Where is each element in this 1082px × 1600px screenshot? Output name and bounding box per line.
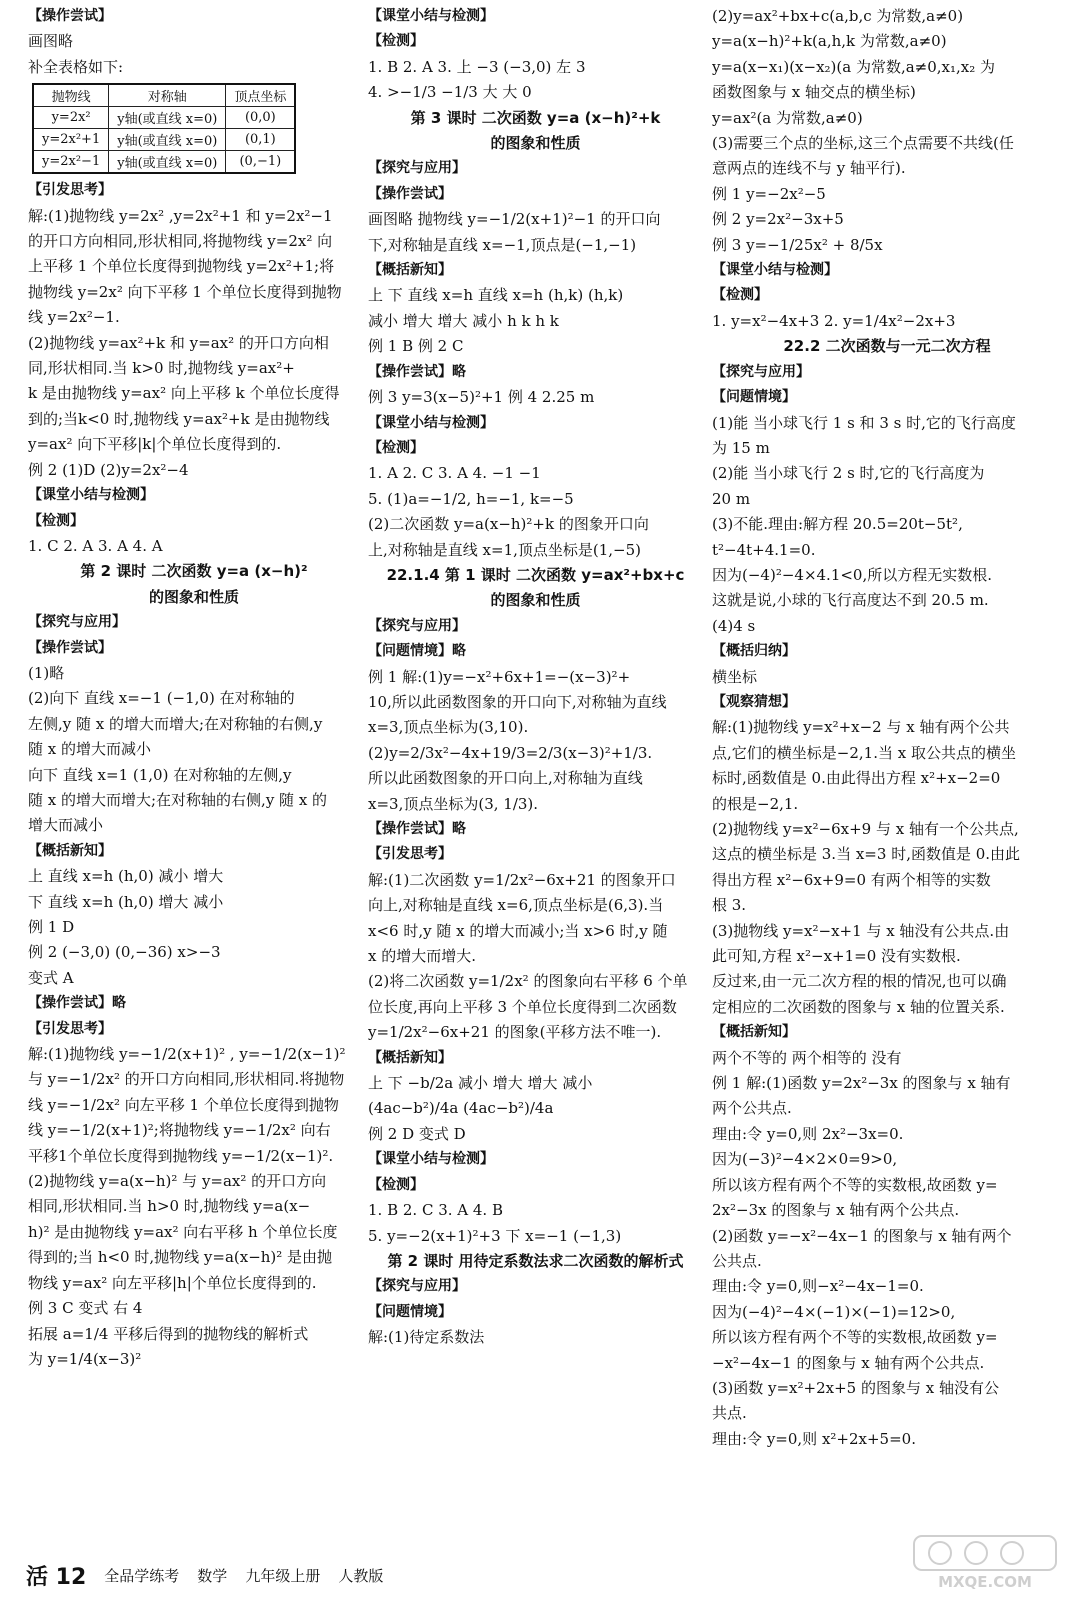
section-heading: 【引发思考】: [368, 846, 452, 863]
text-line: 得到的;当 h<0 时,抛物线 y=a(x−h)² 是由抛: [28, 1248, 333, 1267]
text-line: 2x²−3x 的图象与 x 轴有两个公共点.: [712, 1201, 960, 1220]
text-line: (2)y=ax²+bx+c(a,b,c 为常数,a≠0): [712, 7, 964, 25]
text-line: y=ax² 向下平移|k|个单位长度得到的.: [28, 435, 282, 454]
text-line: 得出方程 x²−6x+9=0 有两个相等的实数: [712, 870, 991, 889]
text-line: 标时,函数值是 0.由此得出方程 x²+x−2=0: [712, 769, 1001, 788]
text-line: 理由:令 y=0,则 2x²−3x=0.: [712, 1124, 904, 1143]
text-line: 例 1 y=−2x²−5: [712, 184, 826, 203]
text-line: 理由:令 y=0,则−x²−4x−1=0.: [712, 1277, 924, 1296]
text-line: 例 1 解:(1)y=−x²+6x+1=−(x−3)²+: [368, 667, 631, 686]
text-line: 理由:令 y=0,则 x²+2x+5=0.: [712, 1429, 916, 1448]
text-line: 下,对称轴是直线 x=−1,顶点是(−1,−1): [368, 235, 637, 254]
section-heading: 【操作尝试】: [28, 639, 112, 656]
section-heading: 【课堂小结与检测】: [28, 487, 154, 504]
lesson-title: 第 2 课时 用待定系数法求二次函数的解析式: [387, 1251, 684, 1270]
text-line: 1. B 2. A 3. 上 −3 (−3,0) 左 3: [368, 57, 586, 76]
text-line: 下 直线 x=h (h,0) 增大 减小: [28, 892, 224, 911]
section-heading: 【检测】: [368, 33, 424, 50]
text-line: 左侧,y 随 x 的增大而增大;在对称轴的右侧,y: [28, 714, 323, 733]
section-heading: 【问题情境】略: [368, 643, 466, 660]
section-heading: 【观察猜想】: [712, 693, 796, 710]
section-heading: 【检测】: [712, 287, 768, 304]
section-heading: 【课堂小结与检测】: [368, 414, 494, 431]
section-heading: 【课堂小结与检测】: [712, 262, 838, 279]
text-line: 上 下 直线 x=h 直线 x=h (h,k) (h,k): [368, 286, 624, 305]
text-line: 减小 增大 增大 减小 h k h k: [368, 311, 559, 330]
lesson-title: 第 2 课时 二次函数 y=a (x−h)²: [80, 562, 308, 581]
text-line: 位长度,再向上平移 3 个单位长度得到二次函数: [368, 997, 677, 1016]
text-line: 1. y=x²−4x+3 2. y=1/4x²−2x+3: [712, 311, 956, 330]
section-heading: 【概括新知】: [368, 262, 452, 279]
text-line: 到的;当k<0 时,抛物线 y=ax²+k 是由抛物线: [28, 409, 330, 428]
text-line: (1)略: [28, 663, 65, 682]
grade-label: 九年级上册: [245, 1566, 321, 1585]
text-line: 因为(−4)²−4×(−1)×(−1)=12>0,: [712, 1302, 956, 1321]
text-line: 例 1 B 例 2 C: [368, 337, 464, 356]
text-line: (2)能 当小球飞行 2 s 时,它的飞行高度为: [712, 464, 985, 483]
text-line: 解:(1)抛物线 y=x²+x−2 与 x 轴有两个公共: [712, 718, 1010, 737]
text-line: 增大而减小: [28, 816, 104, 835]
text-line: 例 3 C 变式 右 4: [28, 1299, 143, 1318]
page-number: 活 12: [26, 1564, 87, 1590]
book-title: 全品学练考: [104, 1566, 180, 1585]
text-line: 随 x 的增大而减小: [28, 740, 151, 759]
text-line: 根 3.: [712, 896, 747, 915]
text-line: 反过来,由一元二次方程的根的情况,也可以确: [712, 972, 1007, 991]
text-line: t²−4t+4.1=0.: [712, 540, 816, 559]
section-heading: 【检测】: [28, 512, 84, 529]
text-line: x=3,顶点坐标为(3,10).: [368, 718, 529, 737]
text-line: 点,它们的横坐标是−2,1.当 x 取公共点的横坐: [712, 743, 1016, 762]
lesson-title: 的图象和性质: [148, 587, 239, 606]
section-heading: 【操作尝试】略: [28, 995, 126, 1012]
table-cell: (0,0): [226, 107, 296, 129]
text-line: 上平移 1 个单位长度得到抛物线 y=2x²+1;将: [28, 257, 335, 276]
text-line: 函数图象与 x 轴交点的横坐标): [712, 83, 916, 102]
section-heading: 【检测】: [368, 439, 424, 456]
text-line: 解:(1)抛物线 y=2x² ,y=2x²+1 和 y=2x²−1: [28, 206, 333, 225]
text-line: 公共点.: [712, 1251, 762, 1270]
text-line: 线 y=−1/2(x+1)²;将抛物线 y=−1/2x² 向右: [28, 1121, 331, 1140]
text-line: 例 1 D: [28, 918, 75, 936]
text-line: 向上,对称轴是直线 x=6,顶点坐标是(6,3).当: [368, 896, 664, 915]
text-line: (2)二次函数 y=a(x−h)²+k 的图象开口向: [368, 515, 649, 534]
text-line: 横坐标: [712, 667, 758, 686]
text-line: 向下 直线 x=1 (1,0) 在对称轴的左侧,y: [28, 765, 292, 784]
subject-label: 数学: [197, 1566, 228, 1585]
section-heading: 【操作尝试】: [368, 185, 452, 202]
section-heading: 【操作尝试】略: [368, 363, 466, 380]
text-line: (2)将二次函数 y=1/2x² 的图象向右平移 6 个单: [368, 972, 688, 991]
text-line: 线 y=−1/2x² 向左平移 1 个单位长度得到抛物: [28, 1095, 339, 1114]
watermark-logo: [910, 1532, 1060, 1592]
text-line: k 是由抛物线 y=ax² 向上平移 k 个单位长度得: [28, 384, 340, 403]
text-line: (3)不能.理由:解方程 20.5=20t−5t²,: [712, 515, 963, 534]
table-header-row: [33, 84, 295, 107]
table-cell: y轴(或直线 x=0): [109, 107, 226, 129]
section-heading: 【探究与应用】: [368, 160, 466, 177]
column-3: [712, 4, 1062, 1550]
text-line: (2)抛物线 y=x²−6x+9 与 x 轴有一个公共点,: [712, 820, 1019, 838]
text-line: (2)函数 y=−x²−4x−1 的图象与 x 轴有两个: [712, 1226, 1012, 1245]
text-line: 同,形状相同.当 k>0 时,抛物线 y=ax²+: [28, 359, 295, 378]
text-line: 随 x 的增大而增大;在对称轴的右侧,y 随 x 的: [28, 790, 328, 809]
text-line: 因为(−4)²−4×4.1<0,所以方程无实数根.: [712, 565, 993, 584]
lesson-title: 的图象和性质: [490, 134, 581, 153]
text-line: 抛物线 y=2x² 向下平移 1 个单位长度得到抛物: [28, 282, 342, 301]
text-line: 所以该方程有两个不等的实数根,故函数 y=: [712, 1328, 998, 1347]
section-heading: 【探究与应用】: [28, 614, 126, 631]
text-line: 与 y=−1/2x² 的开口方向相同,形状相同.将抛物: [28, 1070, 345, 1089]
text-line: 例 3 y=3(x−5)²+1 例 4 2.25 m: [368, 388, 595, 407]
section-heading: 【探究与应用】: [368, 617, 466, 634]
text-line: 这就是说,小球的飞行高度达不到 20.5 m.: [712, 591, 989, 610]
lesson-title: 第 3 课时 二次函数 y=a (x−h)²+k: [410, 108, 661, 127]
table-cell: y轴(或直线 x=0): [109, 151, 226, 174]
text-line: 解:(1)待定系数法: [368, 1328, 485, 1347]
text-line: (4)4 s: [712, 616, 756, 635]
text-line: 所以此函数图象的开口向上,对称轴为直线: [368, 769, 643, 788]
text-line: 上 下 −b/2a 减小 增大 增大 减小: [368, 1074, 593, 1093]
text-line: 定相应的二次函数的图象与 x 轴的位置关系.: [712, 997, 1005, 1016]
text-line: y=1/2x²−6x+21 的图象(平移方法不唯一).: [368, 1023, 662, 1042]
text-line: (1)能 当小球飞行 1 s 和 3 s 时,它的飞行高度: [712, 413, 1016, 432]
section-heading: 【操作尝试】: [28, 8, 112, 24]
section-heading: 【检测】: [368, 1176, 424, 1193]
section-heading: 【探究与应用】: [368, 1278, 466, 1295]
watermark-text: MXQE.COM: [938, 1573, 1032, 1591]
text-line: 上 直线 x=h (h,0) 减小 增大: [28, 867, 224, 886]
section-heading: 【概括归纳】: [712, 643, 796, 660]
text-line: y=a(x−h)²+k(a,h,k 为常数,a≠0): [712, 32, 947, 51]
section-heading: 【探究与应用】: [712, 363, 810, 380]
section-heading: 【概括新知】: [368, 1049, 452, 1066]
text-line: 例 2 D 变式 D: [368, 1124, 466, 1143]
page-footer: [26, 1560, 383, 1590]
text-line: 解:(1)二次函数 y=1/2x²−6x+21 的图象开口: [368, 870, 676, 889]
table-cell: (0,−1): [226, 151, 296, 174]
column-2: [368, 4, 703, 1550]
text-line: (2)y=2/3x²−4x+19/3=2/3(x−3)²+1/3.: [368, 743, 653, 762]
text-line: h)² 是由抛物线 y=ax² 向右平移 h 个单位长度: [28, 1222, 338, 1241]
table-cell: (0,1): [226, 129, 296, 151]
text-line: 共点.: [712, 1404, 747, 1423]
text-line: 的根是−2,1.: [712, 794, 799, 813]
text-line: 例 2 (−3,0) (0,−36) x>−3: [28, 943, 221, 962]
text-line: (2)向下 直线 x=−1 (−1,0) 在对称轴的: [28, 689, 295, 708]
text-line: 1. C 2. A 3. A 4. A: [28, 536, 163, 555]
text-line: 1. A 2. C 3. A 4. −1 −1: [368, 464, 541, 483]
text-line: (3)需要三个点的坐标,这三个点需要不共线(任: [712, 134, 1014, 153]
text-line: 20 m: [712, 489, 751, 508]
text-line: 变式 A: [28, 968, 74, 987]
text-line: 因为(−3)²−4×2×0=9>0,: [712, 1150, 898, 1169]
table-header-cell: 顶点坐标: [226, 84, 296, 107]
lesson-title: 的图象和性质: [490, 591, 581, 610]
section-heading: 【概括新知】: [28, 842, 112, 859]
table-cell: y轴(或直线 x=0): [109, 129, 226, 151]
text-line: x<6 时,y 随 x 的增大而减小;当 x>6 时,y 随: [368, 921, 668, 940]
table-cell: y=2x²+1: [33, 129, 109, 151]
section-heading: 【引发思考】: [28, 1020, 112, 1037]
section-heading: 【课堂小结与检测】: [368, 1151, 494, 1168]
text-line: 画图略: [28, 32, 74, 51]
text-line: 5. (1)a=−1/2, h=−1, k=−5: [368, 489, 574, 508]
text-line: x 的增大而增大.: [368, 947, 476, 966]
table-cell: y=2x²: [33, 107, 109, 129]
section-heading: 【问题情境】: [368, 1303, 452, 1320]
table-cell: y=2x²−1: [33, 151, 109, 174]
text-line: (2)抛物线 y=a(x−h)² 与 y=ax² 的开口方向: [28, 1172, 327, 1191]
text-line: 10,所以此函数图象的开口向下,对称轴为直线: [368, 692, 667, 711]
text-line: (3)抛物线 y=x²−x+1 与 x 轴没有公共点.由: [712, 921, 1010, 940]
section-heading: 【问题情境】: [712, 389, 796, 406]
text-line: 例 2 (1)D (2)y=2x²−4: [28, 460, 189, 479]
text-line: 5. y=−2(x+1)²+3 下 x=−1 (−1,3): [368, 1226, 622, 1245]
text-line: 这点的横坐标是 3.当 x=3 时,函数值是 0.由此: [712, 845, 1021, 864]
text-line: (3)函数 y=x²+2x+5 的图象与 x 轴没有公: [712, 1378, 999, 1397]
text-line: 相同,形状相同.当 h>0 时,抛物线 y=a(x−: [28, 1197, 311, 1216]
text-line: 此可知,方程 x²−x+1=0 没有实数根.: [712, 947, 961, 966]
text-line: y=ax²(a 为常数,a≠0): [712, 108, 863, 127]
lesson-title: 22.1.4 第 1 课时 二次函数 y=ax²+bx+c: [386, 565, 685, 584]
text-line: (2)抛物线 y=ax²+k 和 y=ax² 的开口方向相: [28, 333, 329, 352]
text-line: 为 y=1/4(x−3)²: [28, 1349, 142, 1368]
lesson-title: 22.2 二次函数与一元二次方程: [783, 337, 991, 356]
column-1: [28, 4, 360, 1550]
section-heading: 【课堂小结与检测】: [368, 8, 494, 24]
text-line: 物线 y=ax² 向左平移|h|个单位长度得到的.: [28, 1273, 317, 1292]
text-line: y=a(x−x₁)(x−x₂)(a 为常数,a≠0,x₁,x₂ 为: [712, 57, 996, 76]
edition-label: 人教版: [338, 1566, 384, 1585]
text-line: 平移1个单位长度得到抛物线 y=−1/2(x−1)².: [28, 1146, 334, 1165]
text-line: 线 y=2x²−1.: [28, 308, 120, 327]
text-line: 两个公共点.: [712, 1099, 792, 1118]
table-header-cell: 抛物线: [33, 84, 109, 107]
text-line: 拓展 a=1/4 平移后得到的抛物线的解析式: [28, 1324, 309, 1343]
text-line: x=3,顶点坐标为(3, 1/3).: [368, 794, 539, 813]
text-line: 意两点的连线不与 y 轴平行).: [712, 159, 906, 178]
text-line: 补全表格如下:: [28, 57, 124, 76]
text-line: 所以该方程有两个不等的实数根,故函数 y=: [712, 1175, 998, 1194]
table-row: [33, 151, 295, 174]
section-heading: 【引发思考】: [28, 182, 112, 199]
table-row: [33, 107, 295, 129]
text-line: 画图略 抛物线 y=−1/2(x+1)²−1 的开口向: [368, 210, 661, 229]
text-line: 两个不等的 两个相等的 没有: [712, 1048, 902, 1067]
text-line: (4ac−b²)/4a (4ac−b²)/4a: [368, 1099, 554, 1118]
text-line: 4. >−1/3 −1/3 大 大 0: [368, 83, 532, 102]
text-line: 1. B 2. C 3. A 4. B: [368, 1201, 503, 1220]
text-line: 例 3 y=−1/25x² + 8/5x: [712, 235, 883, 254]
text-line: −x²−4x−1 的图象与 x 轴有两个公共点.: [712, 1353, 985, 1372]
section-heading: 【概括新知】: [712, 1024, 796, 1041]
text-line: 的开口方向相同,形状相同,将抛物线 y=2x² 向: [28, 232, 333, 251]
text-line: 解:(1)抛物线 y=−1/2(x+1)² , y=−1/2(x−1)²: [28, 1045, 346, 1064]
text-line: 上,对称轴是直线 x=1,顶点坐标是(1,−5): [368, 540, 642, 559]
parabola-table: [32, 83, 296, 174]
table-header-cell: 对称轴: [109, 84, 226, 107]
section-heading: 【操作尝试】略: [368, 821, 466, 837]
text-line: 例 1 解:(1)函数 y=2x²−3x 的图象与 x 轴有: [712, 1074, 1011, 1093]
text-line: 例 2 y=2x²−3x+5: [712, 210, 844, 229]
table-row: [33, 129, 295, 151]
text-line: 为 15 m: [712, 438, 770, 457]
